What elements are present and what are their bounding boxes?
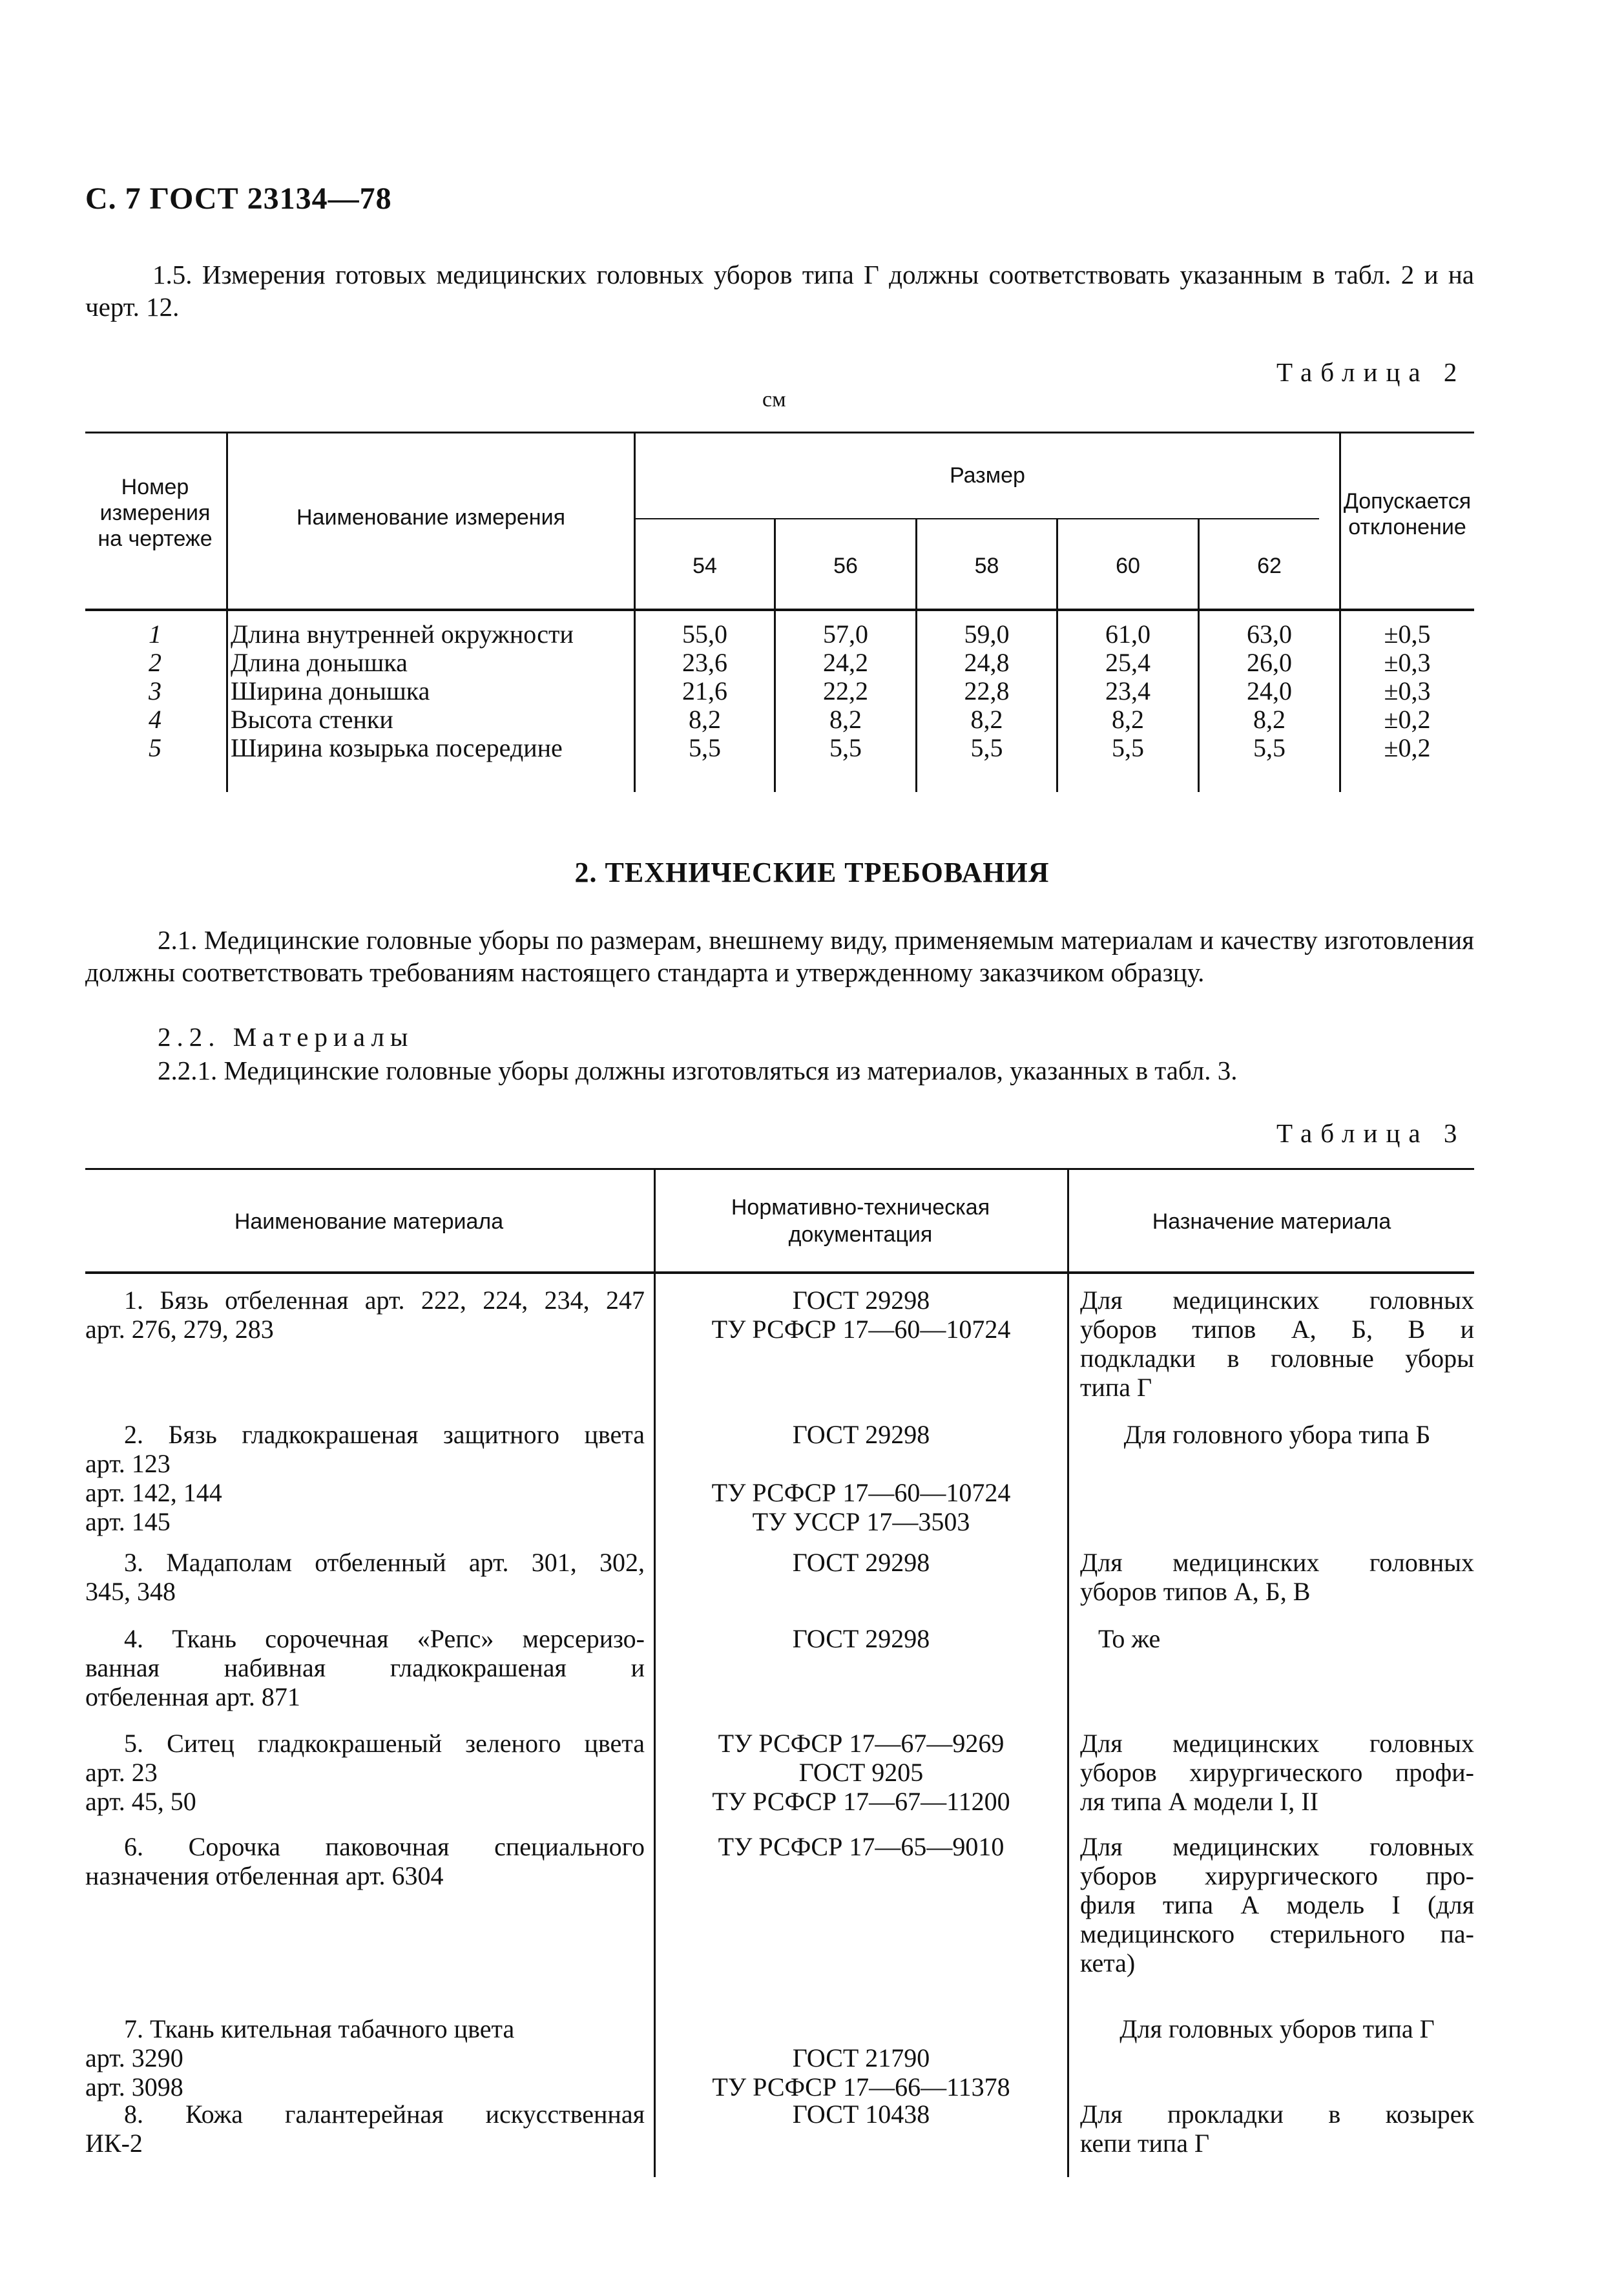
col-header-name: Наименование измерения [296, 505, 565, 530]
table-cell: 23,6 [682, 648, 727, 677]
table-cell: 5,5 [970, 733, 1003, 762]
table-3 [85, 1168, 1474, 2177]
size-54: 54 [692, 554, 717, 578]
table-cell-purpose: Для головного убора типа Б [1123, 1420, 1431, 1449]
table-cell: 22,8 [964, 676, 1010, 705]
table2-unit: см [762, 388, 786, 412]
table-cell: 5,5 [1253, 733, 1286, 762]
table-cell-doc: ТУ РСФСР 17—67—9269 ГОСТ 9205 ТУ РСФСР 17—67—11200 [712, 1729, 1010, 1816]
section-heading: 2. ТЕХНИЧЕСКИЕ ТРЕБОВАНИЯ [574, 857, 1050, 888]
table-cell-purpose: Для медицинских головных уборов типов А, Б, В [1080, 1548, 1474, 1606]
table-row-number: 5 [149, 733, 161, 762]
table-row-name: Ширина донышка [231, 676, 430, 705]
table-cell-doc: ТУ РСФСР 17—65—9010 [718, 1832, 1005, 1861]
table-cell-doc: ГОСТ 29298 [792, 1624, 930, 1653]
table-cell-purpose: Для прокладки в козырек кепи типа Г [1080, 2100, 1474, 2158]
table-cell: 5,5 [1112, 733, 1144, 762]
paragraph-2-1: 2.1. Медицинские головные уборы по размерам, внешнему виду, применяемым материалам и качеству изготовления должны соответствовать требованиям настоящего стандарта и утвержденному заказчиком образцу. [85, 925, 1474, 987]
table-cell: 23,4 [1105, 676, 1150, 705]
table-cell: 8,2 [689, 705, 721, 734]
table-row-name: Длина донышка [231, 648, 408, 677]
paragraph-1-5: 1.5. Измерения готовых медицинских головных уборов типа Г должны соответствовать указанным в табл. 2 и на черт. 12. [85, 260, 1474, 322]
table-cell: 57,0 [823, 620, 868, 649]
table-cell: 8,2 [970, 705, 1003, 734]
paragraph-2-2 [158, 1021, 413, 1053]
table-cell: 5,5 [829, 733, 862, 762]
paragraph-2-2-1: 2.2.1. Медицинские головные уборы должны изготовляться из материалов, указанных в табл. 3. [158, 1056, 1238, 1085]
table-cell: 24,2 [823, 648, 868, 677]
table-row-name: Ширина козырька посередине [231, 733, 563, 762]
table-cell: 55,0 [682, 620, 727, 649]
table-cell: 59,0 [964, 620, 1010, 649]
table-2 [85, 432, 1474, 792]
table-cell-doc: ГОСТ 29298 ТУ РСФСР 17—60—10724 [711, 1286, 1011, 1344]
table-row-number: 4 [149, 705, 161, 734]
table-cell-doc: ГОСТ 21790 ТУ РСФСР 17—66—11378 [712, 2043, 1010, 2102]
size-58: 58 [974, 554, 999, 578]
table-row-number: 2 [149, 648, 161, 677]
table-cell: 8,2 [1253, 705, 1286, 734]
table-cell: 25,4 [1105, 648, 1150, 677]
table-row: 7. Ткань кительная табачного цвета арт. 3290 арт. 3098 [85, 2014, 515, 2102]
page-header: С. 7 ГОСТ 23134—78 [85, 182, 392, 216]
col-header-size: Размер [950, 463, 1025, 488]
table-cell-doc: ГОСТ 10438 [792, 2100, 930, 2129]
table-row-name: Высота стенки [231, 705, 393, 734]
col-header-number: Номер измерения на чертеже [98, 475, 213, 551]
col-header-doc: Нормативно-техническая документация [731, 1195, 990, 1247]
table-row: 8. Кожа галантерейная искусственная ИК-2 [85, 2100, 645, 2158]
size-60: 60 [1116, 554, 1140, 578]
table-cell: 8,2 [1112, 705, 1144, 734]
table-cell-deviation: ±0,5 [1384, 620, 1431, 649]
table-row: 2. Бязь гладкокрашеная защитного цвета арт. 123 арт. 142, 144 арт. 145 [85, 1420, 645, 1536]
table2-caption: Таблица 2 [1276, 357, 1466, 387]
table-row: 4. Ткань сорочечная «Репс» мерсеризо- ванная набивная гладкокрашеная и отбеленная арт. 871 [85, 1624, 645, 1711]
col-header-deviation: Допускается отклонение [1343, 489, 1472, 539]
table-row-number: 1 [149, 620, 161, 649]
table-row: 6. Сорочка паковочная специального назначения отбеленная арт. 6304 [85, 1832, 645, 1890]
table-cell-purpose: Для медицинских головных уборов типов А, Б, В и подкладки в головные уборы типа Г [1080, 1286, 1474, 1402]
table-row-name: Длина внутренней окружности [231, 620, 574, 649]
table3-caption: Таблица 3 [1276, 1118, 1466, 1148]
table-cell: 26,0 [1247, 648, 1292, 677]
table-cell: 24,8 [964, 648, 1010, 677]
table-row: 5. Ситец гладкокрашеный зеленого цвета арт. 23 арт. 45, 50 [85, 1729, 645, 1816]
table-cell: 61,0 [1105, 620, 1150, 649]
paragraph-2-2-text: 2.2. Материалы [158, 1022, 414, 1052]
size-62: 62 [1257, 554, 1282, 578]
table-cell-deviation: ±0,3 [1384, 676, 1431, 705]
table-cell: 5,5 [689, 733, 721, 762]
table-row: 3. Мадаполам отбеленный арт. 301, 302, 345, 348 [85, 1548, 645, 1606]
table-row-number: 3 [149, 676, 161, 705]
table-cell-purpose: Для медицинских головных уборов хирургического про- филя типа А модель I (для медицинского стерильного па- кета) [1080, 1832, 1474, 1977]
table-cell-purpose: Для головных уборов типа Г [1119, 2014, 1435, 2043]
table-cell-deviation: ±0,2 [1384, 733, 1431, 762]
size-56: 56 [833, 554, 858, 578]
table-cell-purpose: То же [1098, 1624, 1161, 1653]
table-cell-doc: ГОСТ 29298 [792, 1548, 930, 1577]
table-cell-doc: ГОСТ 29298 ТУ РСФСР 17—60—10724 ТУ УССР 17—3503 [711, 1420, 1011, 1536]
table-cell-deviation: ±0,3 [1384, 648, 1431, 677]
table-cell: 8,2 [829, 705, 862, 734]
table-cell: 22,2 [823, 676, 868, 705]
table-cell-deviation: ±0,2 [1384, 705, 1431, 734]
table-cell: 24,0 [1247, 676, 1292, 705]
table-cell: 21,6 [682, 676, 727, 705]
table-row: 1. Бязь отбеленная арт. 222, 224, 234, 247 арт. 276, 279, 283 [85, 1286, 645, 1344]
col-header-material: Наименование материала [234, 1209, 504, 1234]
table-cell-purpose: Для медицинских головных уборов хирургического профи- ля типа А модели I, II [1080, 1729, 1474, 1816]
col-header-purpose: Назначение материала [1152, 1209, 1391, 1234]
table-cell: 63,0 [1247, 620, 1292, 649]
